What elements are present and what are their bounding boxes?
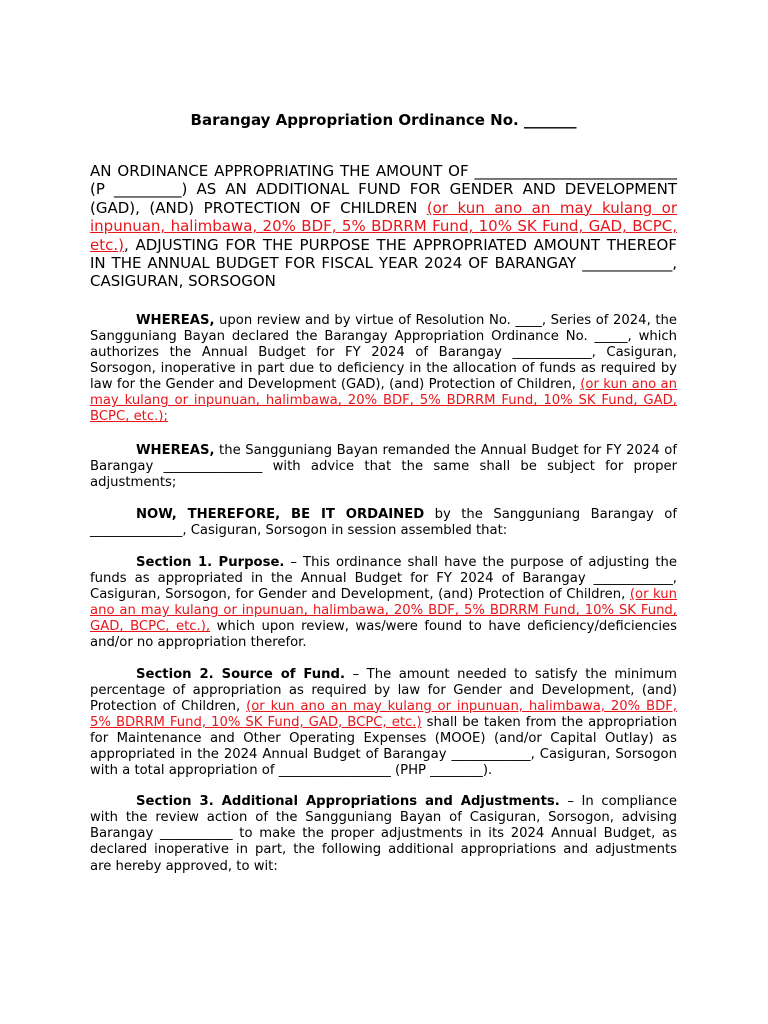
section-1-heading: Section 1. Purpose. <box>136 554 285 570</box>
section-1-paragraph <box>90 555 677 652</box>
section-2-note: (or kun ano an may kulang or inpunuan, halimbawa, 20% BDF, 5% BDRRM Fund, 10% SK Fund, GAD, BCPC, etc.) <box>90 698 677 730</box>
ordained-paragraph <box>90 507 677 539</box>
section-1-text-1b: for Gender and Development, (and) Protection of Children, <box>230 587 630 603</box>
whereas-text-1: upon review and by virtue of Resolution No. ____, Series of 2024, the Sangguniang Bayan declared the Barangay Appropriation Ordinance No. _____, which authorizes the Annual Budget for FY 2024 of Barangay ____________, Casiguran, Sorsogon, inoperative in part due to deficiency in the allocation of funds as required by law for the Gender and Development (GAD), (and) Protection of Children, <box>90 312 677 393</box>
section-2-paragraph <box>90 667 677 780</box>
section-1-text-1: – This ordinance shall have the purpose of adjusting the funds as appropriated in the Annual Budget for FY 2024 of Barangay ____________, Casiguran, Sorsogon, <box>90 554 677 603</box>
ordained-label: NOW, THEREFORE, BE IT ORDAINED <box>136 506 425 522</box>
section-2-text-1: – The amount needed to satisfy the minimum percentage of appropriation as required by law for Gender and Development, (and) Protection of Children, <box>90 666 677 714</box>
section-1-note: (or kun ano an may kulang or inpunuan, halimbawa, 20% BDF, 5% BDRRM Fund, 10% SK Fund, GAD, BCPC, etc.), <box>90 587 677 635</box>
heading-note: (or kun ano an may kulang or inpunuan, halimbawa, 20% BDF, 5% BDRRM Fund, 10% SK Fund, GAD, BCPC, etc.) <box>90 198 677 254</box>
section-3-text: – In compliance with the review action of the Sangguniang Bayan of Casiguran, Sorsogon, advising Barangay ___________ to make the proper adjustments in its 2024 Annual Budget, as declared inoperative in part, the following additional appropriations and adjustments are hereby approved, to wit: <box>90 794 677 874</box>
whereas-paragraph-1 <box>90 313 677 426</box>
whereas-label-2: WHEREAS, <box>136 442 215 458</box>
section-2-heading: Section 2. Source of Fund. <box>136 666 346 682</box>
ordained-text: by the Sangguniang Barangay of ______________, Casiguran, Sorsogon in session assembled that: <box>90 506 677 538</box>
section-3-paragraph <box>90 794 677 874</box>
section-3-heading: Section 3. Additional Appropriations and Adjustments. <box>136 794 560 810</box>
whereas-text-2: the Sangguniang Bayan remanded the Annual Budget for FY 2024 of Barangay _______________ with advice that the same shall be subject for proper adjustments; <box>90 442 677 490</box>
document-title: Barangay Appropriation Ordinance No. _______ <box>190 111 577 129</box>
whereas-label-1: WHEREAS, <box>136 312 215 328</box>
section-1-text-2: which upon review, was/were found to have deficiency/deficiencies and/or no appropriation therefor. <box>90 619 677 651</box>
ordinance-heading <box>90 162 677 291</box>
heading-text-1: AN ORDINANCE APPROPRIATING THE AMOUNT OF ___________________________ (P _________) AS AN ADDITIONAL FUND FOR GENDER AND DEVELOPMENT (GAD), (AND) PROTECTION OF CHILDREN <box>90 162 677 217</box>
document-page <box>90 104 677 875</box>
whereas-note-1: (or kun ano an may kulang or inpunuan, halimbawa, 20% BDF, 5% BDRRM Fund, 10% SK Fund, GAD, BCPC, etc.); <box>90 377 677 425</box>
heading-text-2: , ADJUSTING FOR THE PURPOSE THE APPROPRIATED AMOUNT THEREOF IN THE ANNUAL BUDGET FOR FISCAL YEAR 2024 OF BARANGAY ____________, CASIGURAN, SORSOGON <box>90 235 677 291</box>
section-2-text-2: shall be taken from the appropriation for Maintenance and Other Operating Expenses (MOOE) (and/or Capital Outlay) as appropriated in the 2024 Annual Budget of Barangay ____________, Casiguran, Sorsogon with a total appropriation of _________________ (PHP ________). <box>90 714 677 779</box>
whereas-paragraph-2 <box>90 443 677 491</box>
